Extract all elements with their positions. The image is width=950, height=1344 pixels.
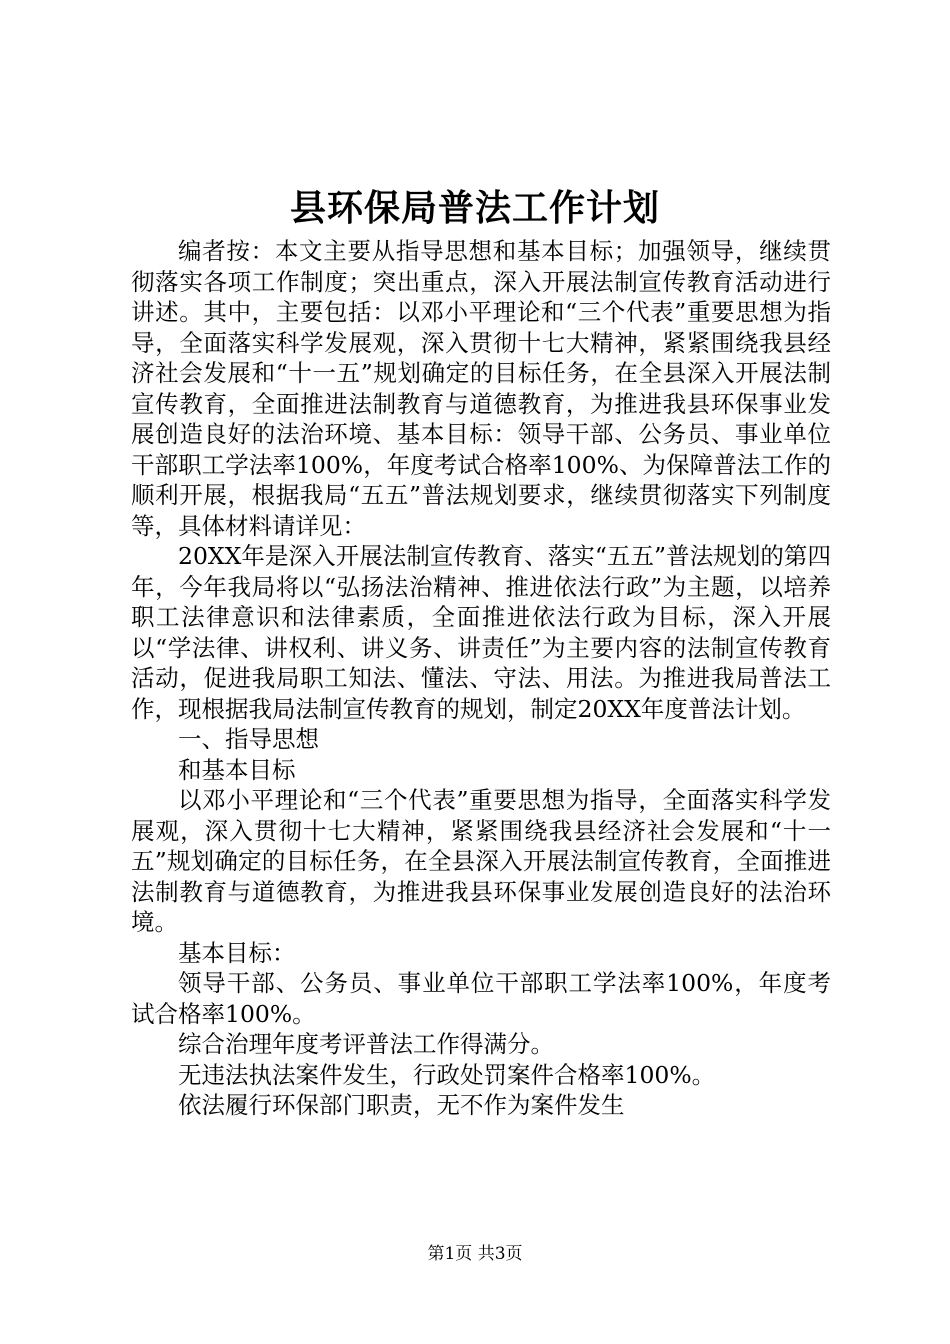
paragraph-intro: 20XX年是深入开展法制宣传教育、落实“五五”普法规划的第四年，今年我局将以“弘扬法治精神、推进依法行政”为主题，以培养职工法律意识和法律素质，全面推进依法行政为目标，深入开展以“学法律、讲权利、讲义务、讲责任”为主要内容的法制宣传教育活动，促进我局职工知法、懂法、守法、用法。为推进我局普法工作，现根据我局法制宣传教育的规划，制定20XX年度普法计划。 <box>131 542 831 723</box>
subheading-basic-goals: 基本目标： <box>178 938 296 967</box>
goal-item: 无违法执法案件发生，行政处罚案件合格率100%。 <box>178 1060 716 1089</box>
page-number-footer: 第1页 共3页 <box>427 1244 523 1264</box>
document-body <box>131 236 831 1121</box>
section-heading-guiding-thought: 一、指导思想 <box>178 725 319 753</box>
goal-item: 领导干部、公务员、事业单位干部职工学法率100%，年度考试合格率100%。 <box>131 969 831 1028</box>
document-title: 县环保局普法工作计划 <box>289 187 660 229</box>
section-heading-continuation: 和基本目标 <box>178 755 296 784</box>
paragraph-guiding-thought: 以邓小平理论和“三个代表”重要思想为指导，全面落实科学发展观，深入贯彻十七大精神，紧紧围绕我县经济社会发展和“十一五”规划确定的目标任务，在全县深入开展法制宣传教育，全面推进法制教育与道德教育，为推进我县环保事业发展创造良好的法治环境。 <box>131 786 831 936</box>
goal-item: 综合治理年度考评普法工作得满分。 <box>178 1030 554 1058</box>
goal-item: 依法履行环保部门职责，无不作为案件发生 <box>178 1091 625 1119</box>
paragraph-editor-note: 编者按：本文主要从指导思想和基本目标；加强领导，继续贯彻落实各项工作制度；突出重点，深入开展法制宣传教育活动进行讲述。其中，主要包括：以邓小平理论和“三个代表”重要思想为指导，全面落实科学发展观，深入贯彻十七大精神，紧紧围绕我县经济社会发展和“十一五”规划确定的目标任务，在全县深入开展法制宣传教育，全面推进法制教育与道德教育，为推进我县环保事业发展创造良好的法治环境、基本目标：领导干部、公务员、事业单位干部职工学法率100%，年度考试合格率100%、为保障普法工作的顺利开展，根据我局“五五”普法规划要求，继续贯彻落实下列制度等，具体材料请详见： <box>131 237 831 540</box>
